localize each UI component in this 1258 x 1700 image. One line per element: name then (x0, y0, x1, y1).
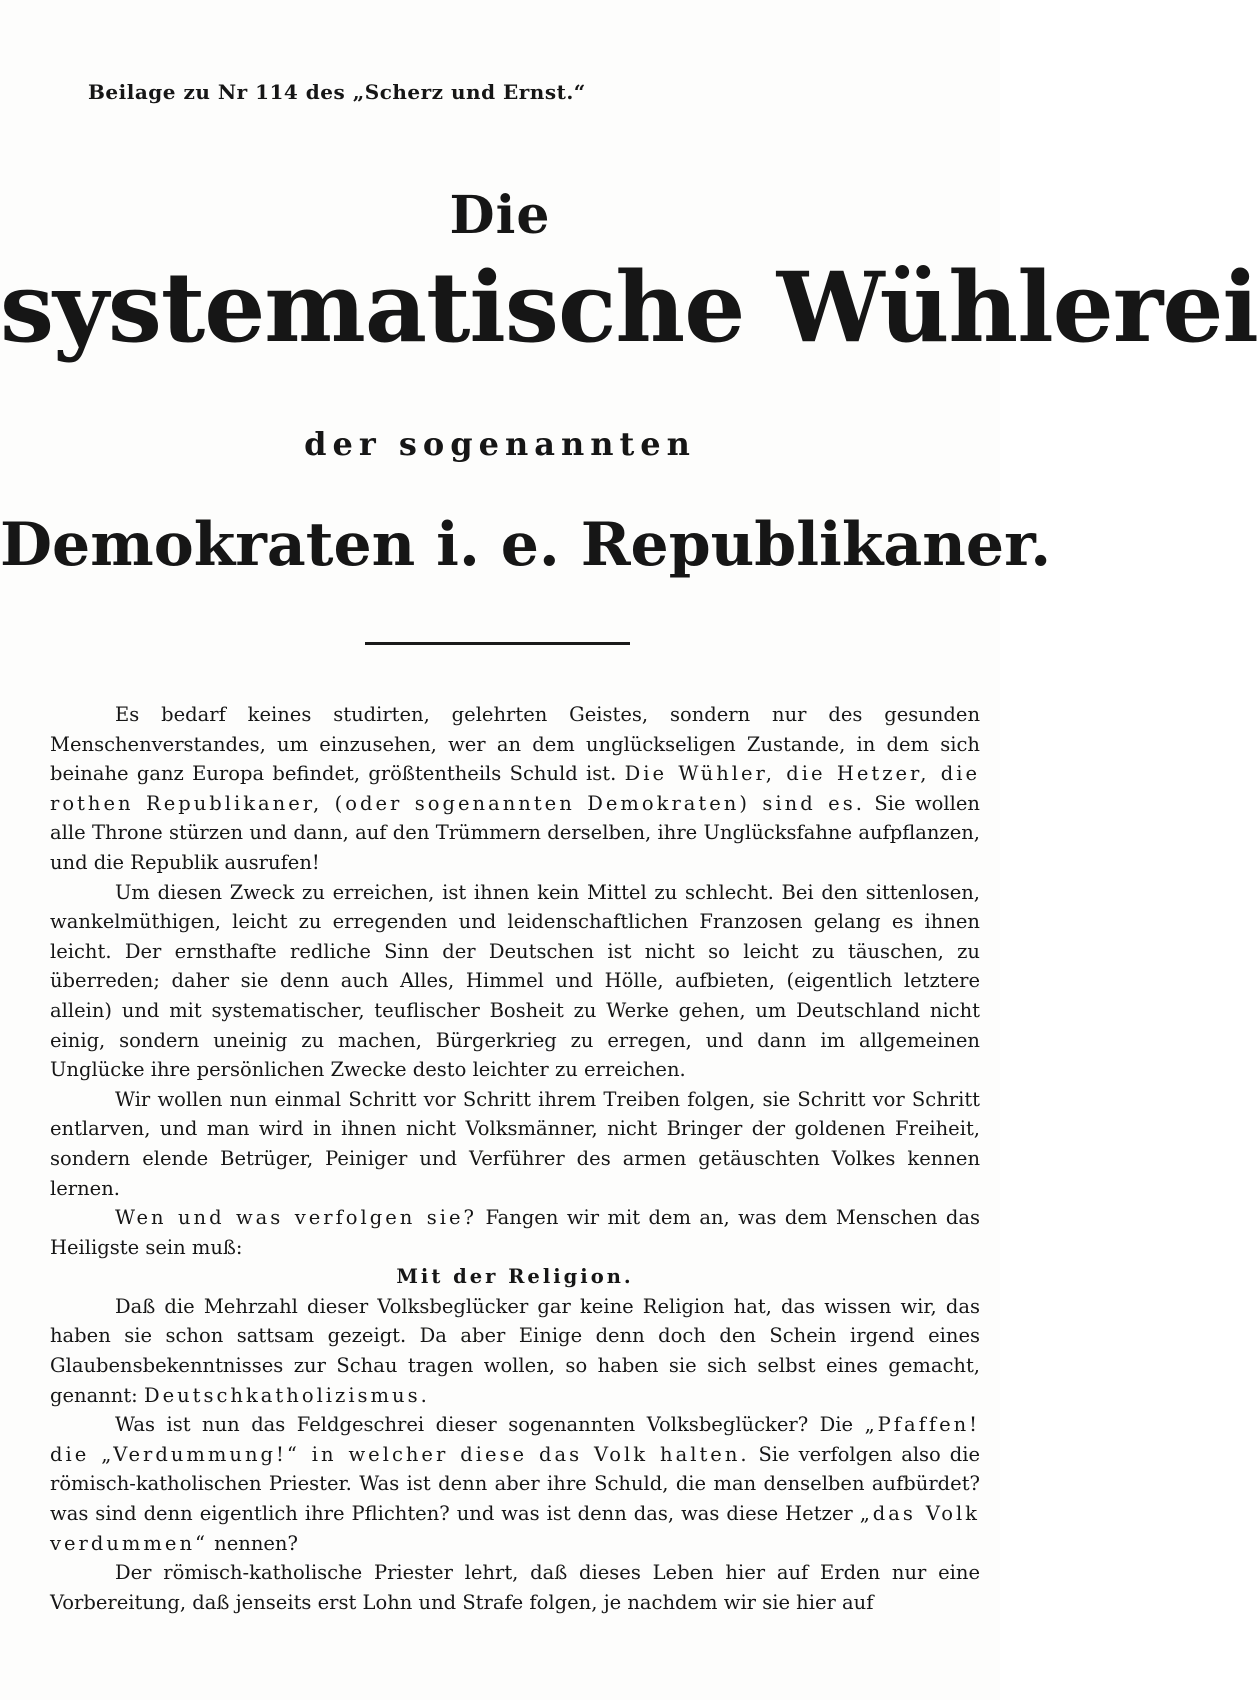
paragraph-6-text-e: nennen? (214, 1531, 298, 1555)
paragraph-5 (50, 1292, 980, 1410)
supplement-header: Beilage zu Nr 114 des „Scherz und Ernst.“ (88, 80, 586, 104)
paragraph-6-quote: „das Volk verdummen“ (50, 1502, 980, 1555)
paragraph-4-text: Fangen wir mit dem an, was dem Menschen das Heiligste sein muß: (50, 1206, 981, 1259)
title-main: systematische Wühlerei (0, 251, 1258, 364)
article-body (50, 700, 980, 1617)
paragraph-1 (50, 700, 980, 878)
paragraph-4 (50, 1203, 980, 1262)
paragraph-6-slogan: „Pfaffen! die „Verdummung!“ in welcher diese das Volk halten. (50, 1413, 981, 1466)
paragraph-3: Wir wollen nun einmal Schritt vor Schritt ihrem Treiben folgen, sie Schritt vor Schritt entlarven, und man wird in ihnen nicht Volksmänner, nicht Bringer der goldenen Freiheit, sondern elende Betrüger, Peiniger und Verführer des armen getäuschten Volkes kennen lernen. (50, 1087, 980, 1200)
section-heading: Mit der Religion. (396, 1265, 634, 1289)
paragraph-2: Um diesen Zweck zu erreichen, ist ihnen kein Mittel zu schlecht. Bei den sittenlosen, wankelmüthigen, leicht zu erregenden und leidenschaftlichen Franzosen gelang es ihnen leicht. Der ernsthafte redliche Sinn der Deutschen ist nicht so leicht zu täuschen, zu überreden; daher sie denn auch Alles, Himmel und Hölle, aufbieten, (eigentlich letztere allein) und mit systematischer, teuflischer Bosheit zu Werke gehen, um Deutschland nicht einig, sondern uneinig zu machen, Bürgerkrieg zu erregen, und dann im allgemeinen Unglücke ihre persönlichen Zwecke desto leichter zu erreichen. (50, 880, 980, 1082)
title-connector: der sogenannten (304, 425, 696, 463)
paragraph-4-question: Wen und was verfolgen sie? (115, 1206, 478, 1230)
paragraph-6-text-a: Was ist nun das Feldgeschrei dieser sogenannten Volksbeglücker? Die (115, 1413, 854, 1437)
title-subject: Demokraten i. e. Republikaner. (0, 510, 1052, 580)
paragraph-1-text-c: Sie wollen alle Throne stürzen und dann, auf den Trümmern derselben, ihre Unglücksfahne aufpflanzen, und die Republik ausrufen! (50, 791, 980, 874)
paragraph-5-text: Daß die Mehrzahl dieser Volksbeglücker gar keine Religion hat, das wissen wir, das haben sie schon sattsam gezeigt. Da aber Einige denn doch den Schein irgend eines Glaubensbekenntnisses zur Schau tragen wollen, so haben sie sich selbst eines gemacht, genannt: (50, 1294, 980, 1407)
title-article: Die (449, 185, 551, 246)
paragraph-1-text-b: Die Wühler, die Hetzer, die rothen Republikaner, (oder sogenannten Demokraten) sind es. (50, 762, 980, 815)
title-divider (365, 642, 630, 645)
paragraph-7: Der römisch-katholische Priester lehrt, daß dieses Leben hier auf Erden nur eine Vorbereitung, daß jenseits erst Lohn und Strafe folgen, je nachdem wir sie hier auf (50, 1561, 980, 1614)
paragraph-6-text-c: Sie verfolgen also die römisch-katholischen Priester. Was ist denn aber ihre Schuld, die man denselben aufbürdet? was sind denn eigentlich ihre Pflichten? und was ist denn das, was diese Hetzer (50, 1442, 980, 1526)
paragraph-5-term: Deutschkatholizismus. (143, 1383, 430, 1407)
paragraph-1-text-a: Es bedarf keines studirten, gelehrten Geistes, sondern nur des gesunden Menschenverstandes, um einzusehen, wer an dem unglückseligen Zustande, in dem sich beinahe ganz Europa befindet, größtentheils Schuld ist. (50, 703, 980, 786)
paragraph-6 (50, 1410, 980, 1558)
